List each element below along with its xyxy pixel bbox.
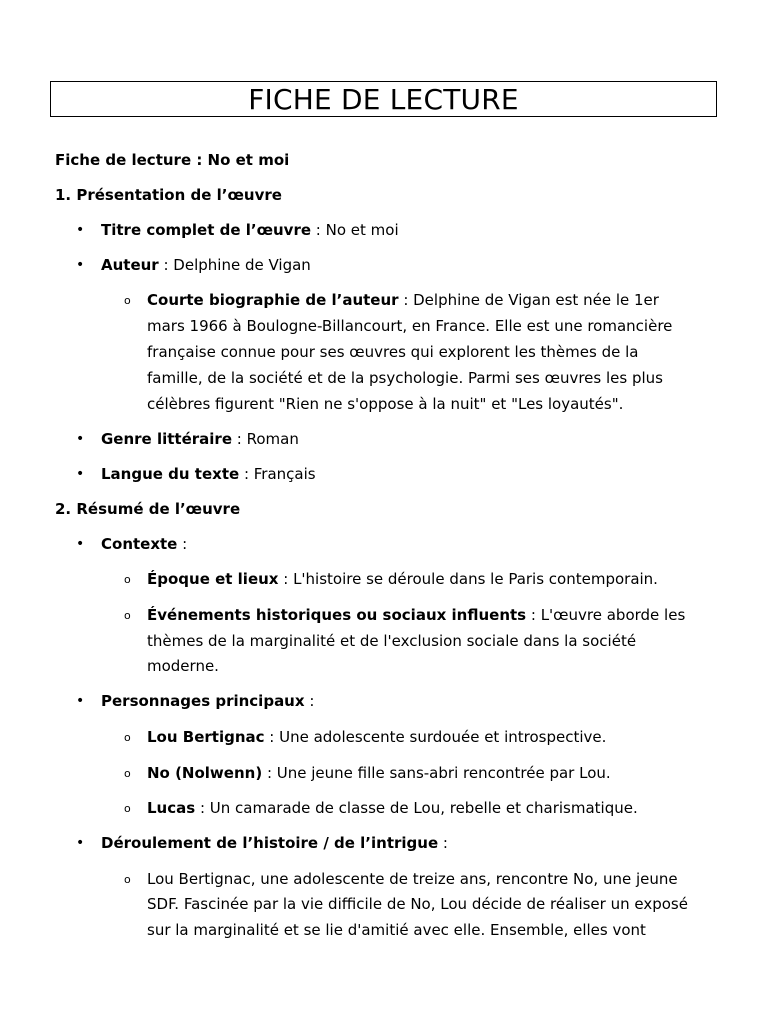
bullet-icon: • bbox=[76, 536, 85, 552]
item-value: : Roman bbox=[232, 430, 299, 448]
item-value: : L'histoire se déroule dans le Paris contemporain. bbox=[278, 570, 658, 588]
item-label: Langue du texte bbox=[101, 465, 240, 483]
list-item-lou bbox=[147, 727, 606, 747]
sub-bullet-icon: o bbox=[124, 767, 131, 780]
list-item-epoque bbox=[147, 569, 658, 589]
item-value: : Delphine de Vigan bbox=[158, 256, 311, 274]
sub-bullet-icon: o bbox=[124, 873, 131, 886]
list-item-langue bbox=[101, 464, 316, 484]
section-1-title: 1. Présentation de l’œuvre bbox=[55, 186, 282, 204]
item-label: Lou Bertignac bbox=[147, 728, 265, 746]
item-value: : No et moi bbox=[311, 221, 399, 239]
item-label: Personnages principaux bbox=[101, 692, 305, 710]
bullet-icon: • bbox=[76, 222, 85, 238]
item-value: : L'œuvre aborde les bbox=[526, 606, 686, 624]
item-label: Courte biographie de l’auteur bbox=[147, 291, 399, 309]
item-label: Auteur bbox=[101, 256, 159, 274]
item-value: : Une adolescente surdouée et introspective. bbox=[264, 728, 607, 746]
document-title-box bbox=[50, 81, 717, 117]
list-item-titre bbox=[101, 220, 399, 240]
item-value: : Français bbox=[239, 465, 316, 483]
sub-bullet-icon: o bbox=[124, 609, 131, 622]
item-value: : bbox=[177, 535, 188, 553]
biographie-line: célèbres figurent "Rien ne s'oppose à la nuit" et "Les loyautés". bbox=[147, 395, 624, 413]
bullet-icon: • bbox=[76, 835, 85, 851]
sub-bullet-icon: o bbox=[124, 802, 131, 815]
item-label: Époque et lieux bbox=[147, 570, 279, 588]
document-heading: Fiche de lecture : No et moi bbox=[55, 151, 290, 169]
list-item-auteur bbox=[101, 255, 311, 275]
list-item-genre bbox=[101, 429, 299, 449]
item-label: Genre littéraire bbox=[101, 430, 232, 448]
section-2-title: 2. Résumé de l’œuvre bbox=[55, 500, 241, 518]
item-value: : bbox=[304, 692, 315, 710]
intrigue-line: sur la marginalité et se lie d'amitié avec elle. Ensemble, elles vont bbox=[147, 921, 646, 939]
item-label: Déroulement de l’histoire / de l’intrigue bbox=[101, 834, 439, 852]
list-item-biographie bbox=[147, 290, 659, 310]
item-label: Titre complet de l’œuvre bbox=[101, 221, 312, 239]
item-value: : bbox=[438, 834, 448, 852]
item-label: Contexte bbox=[101, 535, 178, 553]
biographie-line: famille, de la société et de la psychologie. Parmi ses œuvres les plus bbox=[147, 369, 663, 387]
bullet-icon: • bbox=[76, 257, 85, 273]
list-item-no bbox=[147, 763, 611, 783]
sub-bullet-icon: o bbox=[124, 294, 131, 307]
evenements-line: thèmes de la marginalité et de l'exclusion sociale dans la société bbox=[147, 632, 637, 650]
intrigue-line: Lou Bertignac, une adolescente de treize ans, rencontre No, une jeune bbox=[147, 870, 678, 888]
list-item-personnages bbox=[101, 691, 314, 711]
item-value: : Un camarade de classe de Lou, rebelle et charismatique. bbox=[195, 799, 638, 817]
bullet-icon: • bbox=[76, 466, 85, 482]
document-title: FICHE DE LECTURE bbox=[248, 82, 519, 116]
sub-bullet-icon: o bbox=[124, 731, 131, 744]
item-value: : Une jeune fille sans-abri rencontrée par Lou. bbox=[262, 764, 611, 782]
list-item-deroulement bbox=[101, 833, 448, 853]
biographie-line: française connue pour ses œuvres qui explorent les thèmes de la bbox=[147, 343, 639, 361]
bullet-icon: • bbox=[76, 693, 85, 709]
bullet-icon: • bbox=[76, 431, 85, 447]
list-item-evenements bbox=[147, 605, 685, 625]
intrigue-line: SDF. Fascinée par la vie difficile de No, Lou décide de réaliser un exposé bbox=[147, 895, 688, 913]
evenements-line: moderne. bbox=[147, 657, 219, 675]
list-item-contexte bbox=[101, 534, 187, 554]
item-label: Lucas bbox=[147, 799, 196, 817]
sub-bullet-icon: o bbox=[124, 573, 131, 586]
item-label: No (Nolwenn) bbox=[147, 764, 263, 782]
item-value: : Delphine de Vigan est née le 1er bbox=[398, 291, 659, 309]
list-item-lucas bbox=[147, 798, 638, 818]
biographie-line: mars 1966 à Boulogne-Billancourt, en France. Elle est une romancière bbox=[147, 317, 673, 335]
item-label: Événements historiques ou sociaux influents bbox=[147, 606, 527, 624]
